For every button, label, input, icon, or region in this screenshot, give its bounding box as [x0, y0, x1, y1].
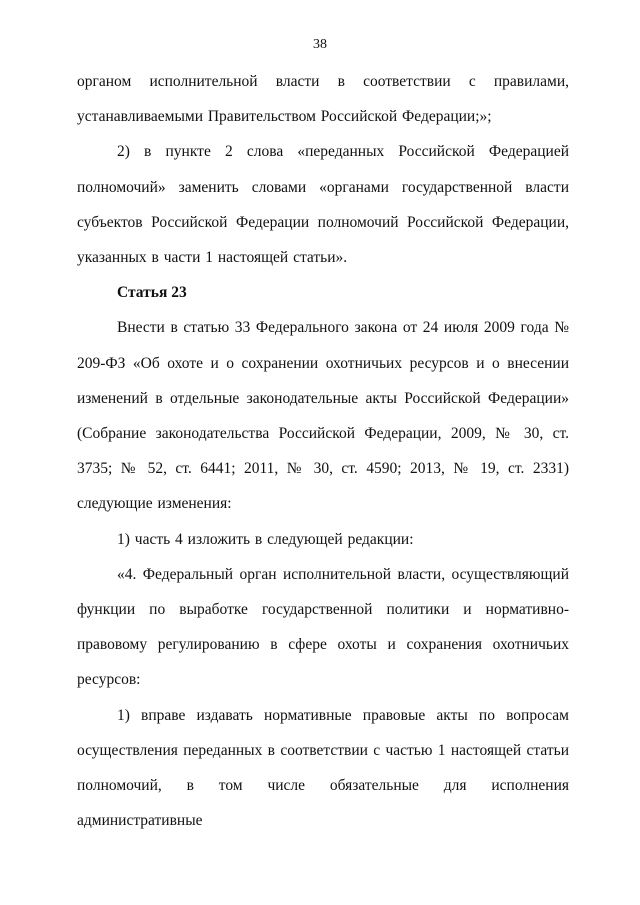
paragraph-item-1: 1) часть 4 изложить в следующей редакции: — [117, 530, 414, 548]
document-body — [77, 64, 569, 838]
paragraph-continuation: органом исполнительной власти в соответствии с правилами, устанавливаемыми Правительством Российской Федерации;»; — [77, 73, 569, 126]
paragraph-article-intro: Внести в статью 33 Федерального закона от 24 июля 2009 года № 209-ФЗ «Об охоте и о сохранении охотничьих ресурсов и о внесении изменений в отдельные законодательные акты Российской Федерации» (Собрание законодательства Российской Федерации, 2009, № 30, ст. 3735; № 52, ст. 6441; 2011, № 30, ст. 4590; 2013, № 19, ст. 2331) следующие изменения: — [77, 319, 569, 513]
paragraph-subitem-1: 1) вправе издавать нормативные правовые акты по вопросам осуществления переданных в соответствии с частью 1 настоящей статьи полномочий, в том числе обязательные для исполнения административные — [77, 706, 569, 830]
paragraph-item-2: 2) в пункте 2 слова «переданных Российской Федерацией полномочий» заменить словами «органами государственной власти субъектов Российской Федерации полномочий Российской Федерации, указанных в части 1 настоящей статьи». — [77, 143, 569, 267]
paragraph-part-4: «4. Федеральный орган исполнительной власти, осуществляющий функции по выработке государственной политики и нормативно-правовому регулированию в сфере охоты и сохранения охотничьих ресурсов: — [77, 565, 569, 689]
article-heading: Статья 23 — [117, 284, 187, 302]
page-number: 38 — [313, 37, 327, 52]
